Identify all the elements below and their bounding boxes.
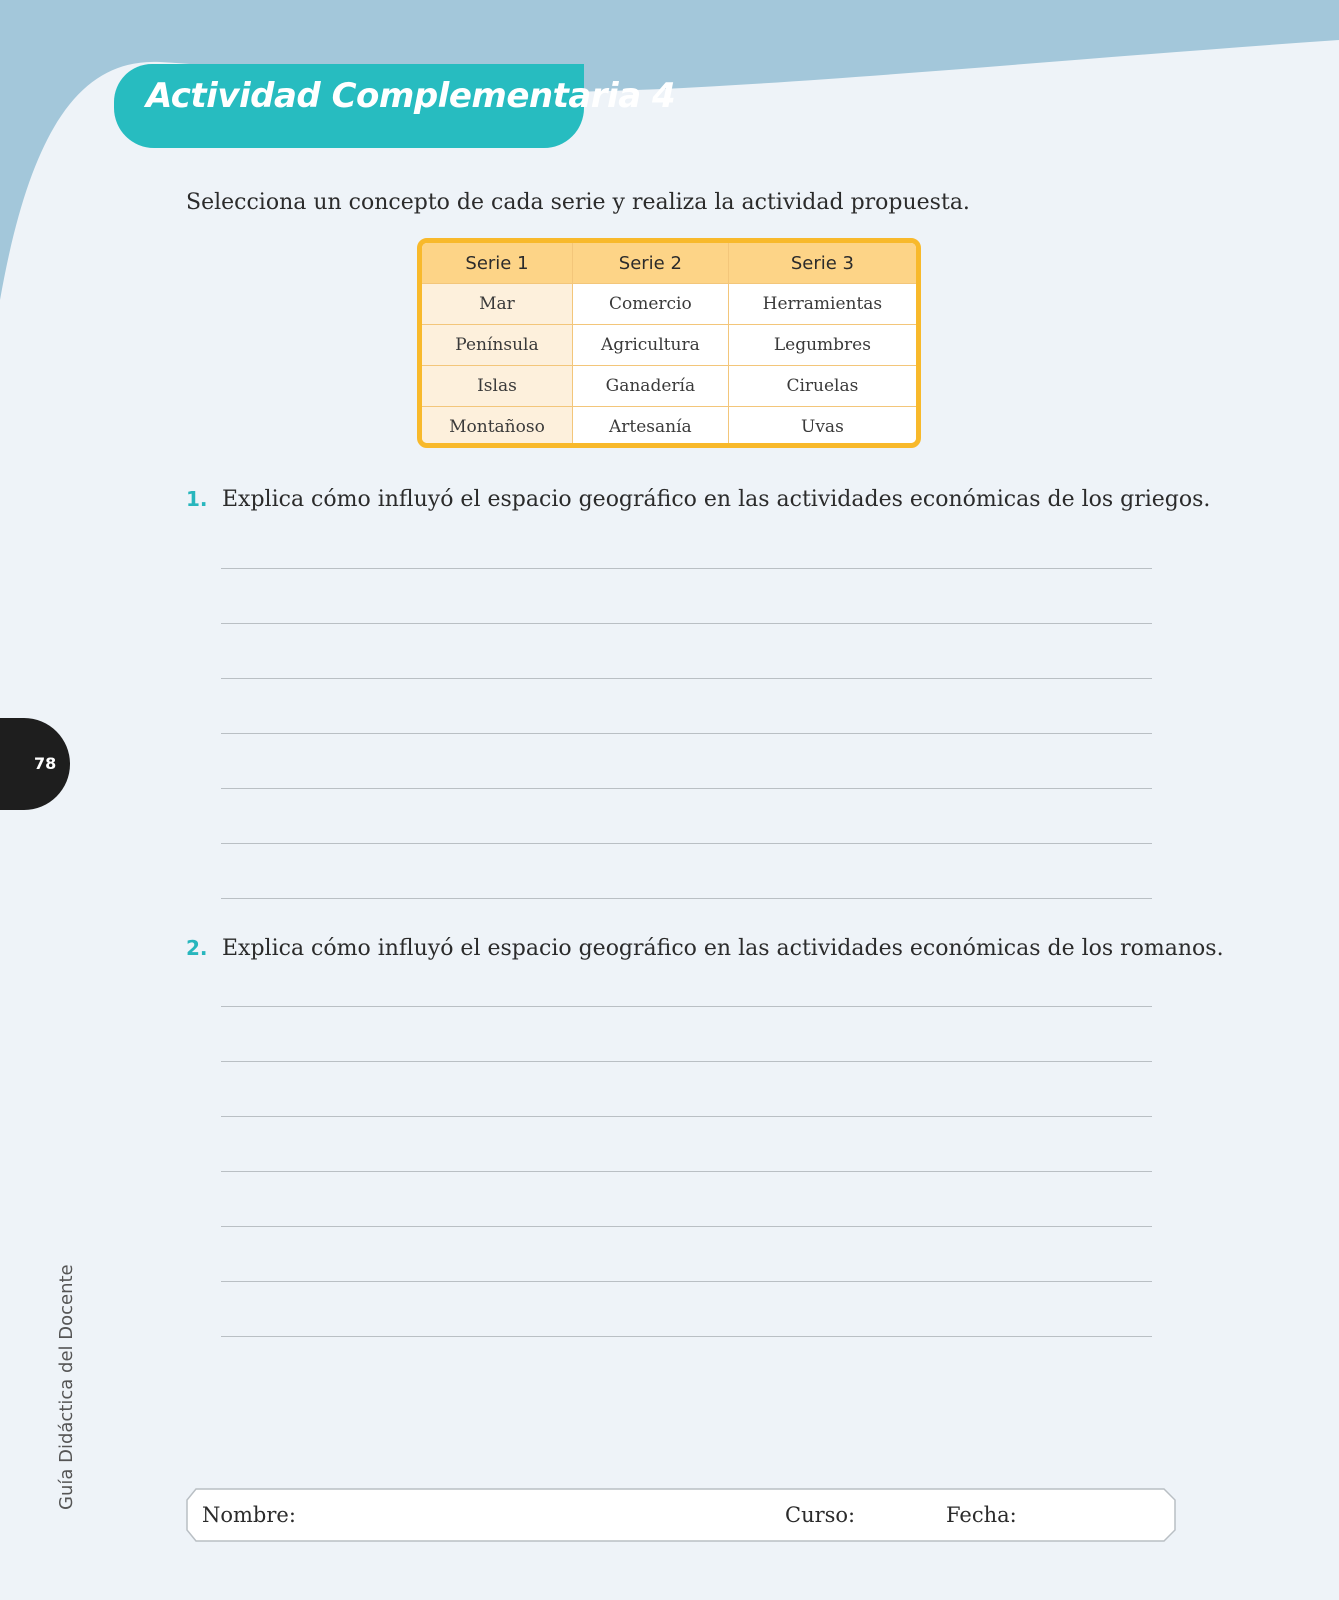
- answer-line[interactable]: [221, 788, 1152, 789]
- answer-line[interactable]: [221, 1171, 1152, 1172]
- table-cell: Herramientas: [728, 284, 916, 325]
- answer-line[interactable]: [221, 568, 1152, 569]
- info-bar-frame: [186, 1488, 1176, 1542]
- question-number: 2.: [186, 936, 208, 960]
- table-header: Serie 2: [572, 243, 728, 284]
- question-2: [186, 936, 1224, 961]
- table-cell: Islas: [422, 366, 572, 407]
- table-row: [422, 284, 916, 325]
- name-label: Nombre:: [202, 1503, 296, 1527]
- table-cell: Ciruelas: [728, 366, 916, 407]
- answer-line[interactable]: [221, 1061, 1152, 1062]
- answer-line[interactable]: [221, 623, 1152, 624]
- table-header: Serie 1: [422, 243, 572, 284]
- answer-line[interactable]: [221, 1006, 1152, 1007]
- answer-line[interactable]: [221, 1226, 1152, 1227]
- table-cell: Ganadería: [572, 366, 728, 407]
- table-cell: Mar: [422, 284, 572, 325]
- answer-line[interactable]: [221, 1281, 1152, 1282]
- table-cell: Comercio: [572, 284, 728, 325]
- question-text: Explica cómo influyó el espacio geográfico en las actividades económicas de los romanos.: [222, 936, 1224, 961]
- table-cell: Artesanía: [572, 407, 728, 448]
- table-row: [422, 407, 916, 448]
- table-header: Serie 3: [728, 243, 916, 284]
- answer-line[interactable]: [221, 1336, 1152, 1337]
- answer-line[interactable]: [221, 898, 1152, 899]
- answer-line[interactable]: [221, 733, 1152, 734]
- date-label: Fecha:: [946, 1503, 1017, 1527]
- question-1: [186, 487, 1210, 512]
- table-cell: Legumbres: [728, 325, 916, 366]
- page-number-tab: [0, 718, 70, 810]
- table-cell: Montañoso: [422, 407, 572, 448]
- table-cell: Península: [422, 325, 572, 366]
- question-text: Explica cómo influyó el espacio geográfico en las actividades económicas de los griegos.: [222, 487, 1211, 512]
- question-number: 1.: [186, 487, 208, 511]
- answer-line[interactable]: [221, 678, 1152, 679]
- table-cell: Uvas: [728, 407, 916, 448]
- answer-line[interactable]: [221, 1116, 1152, 1117]
- answer-line[interactable]: [221, 843, 1152, 844]
- student-info-bar: [186, 1488, 1176, 1542]
- activity-title-badge: [114, 64, 676, 148]
- table-cell: Agricultura: [572, 325, 728, 366]
- instruction-text: Selecciona un concepto de cada serie y realiza la actividad propuesta.: [186, 190, 970, 215]
- table-row: [422, 366, 916, 407]
- activity-title: Actividad Complementaria 4: [146, 76, 676, 116]
- table-row: [422, 325, 916, 366]
- course-label: Curso:: [785, 1503, 856, 1527]
- page-number: 78: [34, 754, 57, 773]
- side-label: Guía Didáctica del Docente: [56, 1264, 77, 1510]
- series-table: [417, 238, 921, 448]
